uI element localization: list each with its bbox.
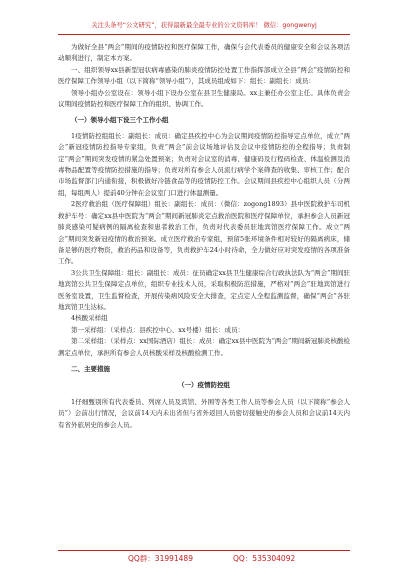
sampling-group-1: 第一采样组：（采样点：县疾控中心、xx号楼）组长：成员： (71, 325, 245, 334)
page-footer (58, 553, 350, 567)
footer-divider (58, 550, 350, 551)
footer-qq: QQ：535304092 (233, 554, 296, 563)
measure-item-1: 1仔细甄别所有代表委员、列席人员及宾馆、外围等各类工作人员等参会人员（以下简称“参会人员”）会前出行情况，会议前14天内未出省但与省外返回人员密切接触史的参会人员和会议前14天内有省外旅居史的参会人员。 (58, 397, 350, 429)
paragraph-organization: 一、组织领导xx县新型冠状病毒感染的肺炎疫情防控处置工作指挥部成立全县“两会”疫情防控和医疗保障工作领导小组（以下简称“领导小组”），其成员组成如下：组长：副组长：成员： (58, 65, 350, 86)
footer-qq-group: QQ群：31991489 (128, 554, 193, 563)
group-public-health: 3公共卫生保障组：组长：副组长：成员：征员确定xx县卫生健康综合行政执法队为“两会”期间驻地宾馆公共卫生保障定点单位，组织专业技术人员，采取积极防范措施，严格对“两会”驻地宾馆进行医务室设置，卫生监督检查，开展传染病风险安全大排查，定点定人全程监测监督，确保“两会”各驻地宾馆卫生达标。 (58, 268, 350, 311)
section-heading-measures: 二、主要措施 (71, 364, 110, 373)
group-epidemic-control: 1疫情防控组组长：副组长：成员：确定县疾控中心为会议期间疫情防控指导定点单位，成立“两会”新冠疫情防控指导专家组，负责“两会”前会议场地评估及会议中疫情防控的全程指导；负责制定“两会”期间突发疫情的紧急处置预案；负责对会议室的消毒、健康码及行程码检查、体温检测及消毒物品配置等疫情防控措施的指导；负责对所有参会人员流行病学个案筛查的收集、审核工作；配合市场监督部门内通衔接，积极做好冷链食品等的疫情防控工作。会议期间县疾控中心组织人员（分两组，每组两人）提前40分钟在会议室门口进行体温测量。 (58, 131, 350, 197)
paragraph-office: 领导小组办公室设在：领导小组下设办公室在县卫生健康局。xx主兼任办公室主任。具体负责会议期间疫情防控和医疗保障工作的组织、协调工作。 (58, 88, 350, 109)
subsection-heading-epidemic: （一）疫情防控组 (178, 381, 230, 390)
sampling-group-2: 第二采样组：（采样点：xx国际酒店）组长：成员：确定xx县中医院为“两会”期间新冠肺炎核酸检测定点单位，承担所有参会人员核酸采样及核酸检测工作。 (58, 337, 350, 357)
group-medical-treatment: 2医疗救治组（医疗保障组）组长：副组长：成员：（微信：zogong1893）县中医院救护车司机救护车号：确定xx县中医院为“两会”期间新冠肺炎定点救治医院和医疗保障单位，承担参会人员新冠肺炎感染可疑病例的隔离检查和患者救治工作，负责对代表委员驻地宾馆医疗保障工作。成立“两会”期间突发新冠疫情的救治预案。成立医疗救治专家组，预留5张环境条件相对较好的隔离病床，储备足够的医疗物资，救治药品和设备等，负责救护车24小时待命，全力做好应对突发疫情的各项准备工作。 (58, 200, 350, 266)
section-heading-groups: （一）领导小组下设三个工作小组 (71, 116, 169, 125)
paragraph-intro: 为做好全县“两会”期间的疫情防控和医疗保障工作，确保与会代表委员的健康安全和会议各项活动顺利进行，制定本方案。 (58, 43, 350, 63)
group-sampling: 4核酸采样组 (71, 314, 108, 323)
document-body (58, 42, 350, 431)
page-header: 关注头条号“公文研究”，获得最新最全最专业的公文资料库！ 微信：gongwenyj (91, 22, 317, 29)
header-divider (58, 34, 350, 35)
